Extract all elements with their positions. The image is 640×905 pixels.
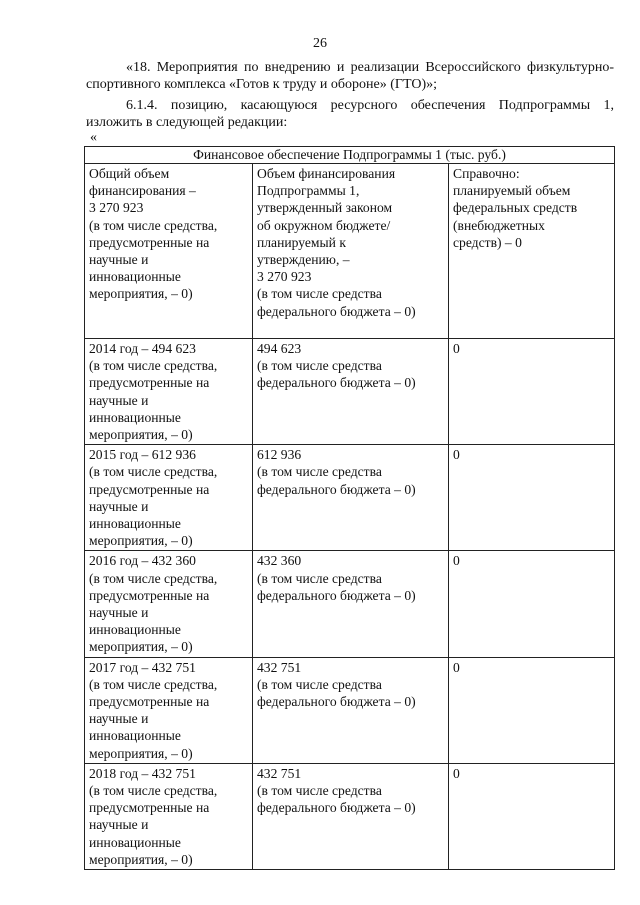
table-row <box>85 763 615 869</box>
year-budget-cell <box>253 551 449 657</box>
year-budget-cell <box>253 445 449 551</box>
cell-text: 2016 год – 432 360 (в том числе средства, предусмотренные на научные и инновационные мероприятия, – 0) <box>89 553 218 655</box>
year-total-cell <box>85 339 253 445</box>
year-total-cell <box>85 551 253 657</box>
intro-paragraph-6-1-4: 6.1.4. позицию, касающуюся ресурсного обеспечения Подпрограммы 1, изложить в следующей редакции: <box>86 98 614 130</box>
table-row <box>85 164 615 339</box>
table-row <box>85 551 615 657</box>
cell-text: Общий объем финансирования – 3 270 923 (в том числе средства, предусмотренные на научные и инновационные мероприятия, – 0) <box>89 166 218 302</box>
cell-text: 494 623 (в том числе средства федерального бюджета – 0) <box>257 341 416 391</box>
cell-text: 0 <box>453 553 460 569</box>
year-budget-cell <box>253 763 449 869</box>
cell-text: 432 751 (в том числе средства федерального бюджета – 0) <box>257 659 416 710</box>
table-row <box>85 445 615 551</box>
table-row <box>85 339 615 445</box>
year-reference-cell <box>449 339 615 445</box>
year-budget-cell <box>253 339 449 445</box>
cell-text: 612 936 (в том числе средства федерального бюджета – 0) <box>257 447 416 497</box>
year-total-cell <box>85 763 253 869</box>
page-number: 26 <box>313 36 327 51</box>
cell-text: 2017 год – 432 751 (в том числе средства, предусмотренные на научные и инновационные мероприятия, – 0) <box>89 659 218 761</box>
year-reference-cell <box>449 763 615 869</box>
cell-text: 432 751 (в том числе средства федерального бюджета – 0) <box>257 765 416 816</box>
intro-paragraph-item-18: «18. Мероприятия по внедрению и реализации Всероссийского физкультурно-спортивного комплекса «Готов к труду и обороне» (ГТО)»; <box>86 60 614 92</box>
cell-text: 432 360 (в том числе средства федерального бюджета – 0) <box>257 553 416 603</box>
table-row <box>85 657 615 763</box>
cell-text: 0 <box>453 341 460 356</box>
budget-financing-cell <box>253 164 449 339</box>
cell-text: 2014 год – 494 623 (в том числе средства, предусмотренные на научные и инновационные мероприятия, – 0) <box>89 341 218 443</box>
cell-text: 0 <box>453 659 460 675</box>
year-total-cell <box>85 445 253 551</box>
financing-table <box>84 146 615 870</box>
cell-text: 2018 год – 432 751 (в том числе средства, предусмотренные на научные и инновационные мероприятия, – 0) <box>89 765 218 867</box>
year-total-cell <box>85 657 253 763</box>
cell-text: 0 <box>453 447 460 463</box>
table-header: Финансовое обеспечение Подпрограммы 1 (тыс. руб.) <box>85 147 615 164</box>
cell-text: Справочно: планируемый объем федеральных средств (внебюджетных средств) – 0 <box>453 166 578 250</box>
reference-cell <box>449 164 615 339</box>
total-financing-cell <box>85 164 253 339</box>
year-reference-cell <box>449 551 615 657</box>
cell-text: Объем финансирования Подпрограммы 1, утвержденный законом об окружном бюджете/ планируемый к утверждению, – 3 270 923 (в том числе средства федерального бюджета – 0) <box>257 166 416 319</box>
cell-text: 2015 год – 612 936 (в том числе средства, предусмотренные на научные и инновационные мероприятия, – 0) <box>89 447 218 549</box>
cell-text: 0 <box>453 765 460 781</box>
year-budget-cell <box>253 657 449 763</box>
year-reference-cell <box>449 657 615 763</box>
table-header-row <box>85 147 615 164</box>
year-reference-cell <box>449 445 615 551</box>
opening-quote-mark: « <box>90 130 97 145</box>
